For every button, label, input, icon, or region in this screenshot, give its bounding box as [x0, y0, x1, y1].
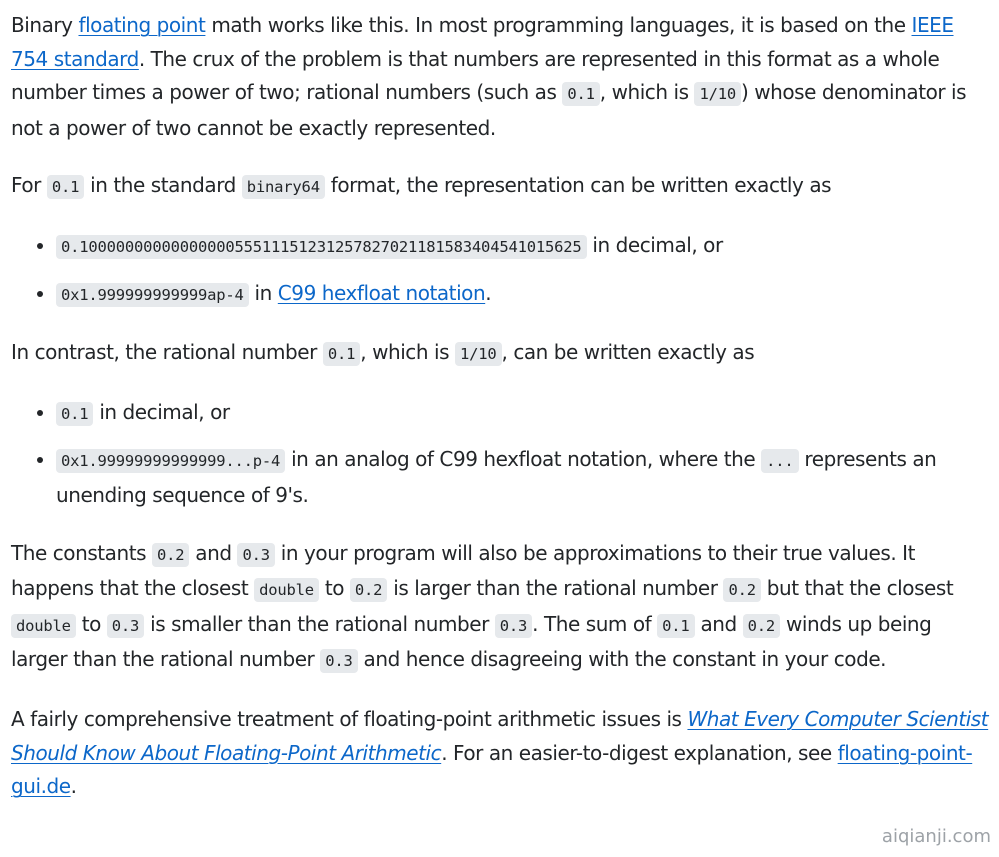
text: in decimal, or: [93, 399, 230, 424]
link-floating-point-gui[interactable]: floating-point-gui.de: [11, 740, 973, 799]
inline-code: 0.1: [323, 342, 360, 366]
text: In contrast, the rational number: [11, 340, 323, 365]
inline-code: 0.1: [562, 82, 599, 106]
text: represents an unending sequence of 9's.: [56, 447, 937, 507]
answer-body: [11, 9, 993, 828]
text: .: [485, 280, 492, 305]
watermark: aiqianji.com: [881, 826, 991, 847]
text: and hence disagreeing with the constant in your code.: [357, 647, 887, 672]
list-item: [56, 277, 993, 313]
text: ) whose denominator is not a power of two cannot be exactly represented.: [11, 80, 967, 140]
inline-code: 1/10: [694, 82, 741, 106]
inline-code: 0.1: [657, 614, 694, 638]
text: . For an easier-to-digest explanation, see: [441, 740, 838, 765]
text: to: [318, 576, 350, 601]
inline-code: 0.3: [320, 649, 357, 673]
inline-code: double: [11, 614, 76, 638]
inline-code: 0.2: [743, 614, 780, 638]
text: and: [189, 540, 238, 565]
text: is smaller than the rational number: [144, 611, 495, 636]
text: For: [11, 173, 47, 198]
inline-code: 0.3: [107, 614, 144, 638]
text: , can be written exactly as: [501, 340, 755, 365]
text: in: [248, 280, 278, 305]
inline-code: binary64: [242, 175, 325, 199]
inline-code: 0.3: [237, 543, 274, 567]
text: . The sum of: [532, 611, 658, 636]
paragraph-constants: [11, 537, 993, 679]
link-floating-point[interactable]: floating point: [78, 13, 206, 37]
list-item: [56, 443, 993, 512]
link-what-every-computer-scientist[interactable]: What Every Computer Scientist Should Know About Floating-Point Arithmetic: [11, 706, 989, 765]
text: , which is: [599, 80, 695, 105]
inline-code: 0.2: [152, 543, 189, 567]
text: winds up being larger than the rational number: [11, 611, 932, 672]
inline-code: double: [254, 578, 319, 602]
inline-code: 0x1.999999999999ap-4: [56, 283, 249, 307]
bullet-list-binary64-representations: [11, 229, 993, 312]
text: in an analog of C99 hexfloat notation, where the: [285, 447, 762, 472]
text: . The crux of the problem is that numbers are represented in this format as a whole number times a power of two; rational numbers (such as: [11, 46, 940, 105]
text: but that the closest: [760, 576, 954, 601]
text: and: [694, 611, 743, 636]
text: .: [70, 774, 77, 799]
list-item: [56, 229, 993, 265]
text: is larger than the rational number: [387, 576, 724, 601]
inline-code: 0.1: [47, 175, 84, 199]
inline-code: 0.3: [495, 614, 532, 638]
inline-code: 0.1000000000000000055511151231257827021181583404541015625: [56, 235, 587, 259]
paragraph-ieee-intro: [11, 9, 993, 145]
text: , which is: [360, 340, 455, 365]
inline-code: 0.1: [56, 402, 93, 426]
text: to: [75, 611, 107, 636]
text: in decimal, or: [586, 232, 723, 257]
link-ieee-754-standard[interactable]: IEEE 754 standard: [11, 13, 954, 71]
inline-code: 0.2: [350, 578, 387, 602]
inline-code: ...: [761, 449, 798, 473]
inline-code: 0.2: [723, 578, 760, 602]
paragraph-rational-contrast: [11, 336, 993, 372]
text: in your program will also be approximations to their true values. It happens that the closest: [11, 540, 915, 601]
paragraph-binary64: [11, 169, 993, 205]
link-c99-hexfloat-notation[interactable]: C99 hexfloat notation: [277, 280, 486, 305]
text: math works like this. In most programming languages, it is based on the: [205, 13, 912, 37]
text: The constants: [11, 540, 152, 565]
text: Binary: [11, 13, 79, 37]
inline-code: 0x1.99999999999999...p-4: [56, 449, 285, 473]
paragraph-further-reading: [11, 703, 993, 804]
text: in the standard: [84, 173, 242, 198]
text: A fairly comprehensive treatment of floating-point arithmetic issues is: [11, 706, 688, 731]
list-item: [56, 396, 993, 432]
inline-code: 1/10: [455, 342, 502, 366]
bullet-list-rational-representations: [11, 396, 993, 513]
text: format, the representation can be written exactly as: [324, 173, 832, 198]
